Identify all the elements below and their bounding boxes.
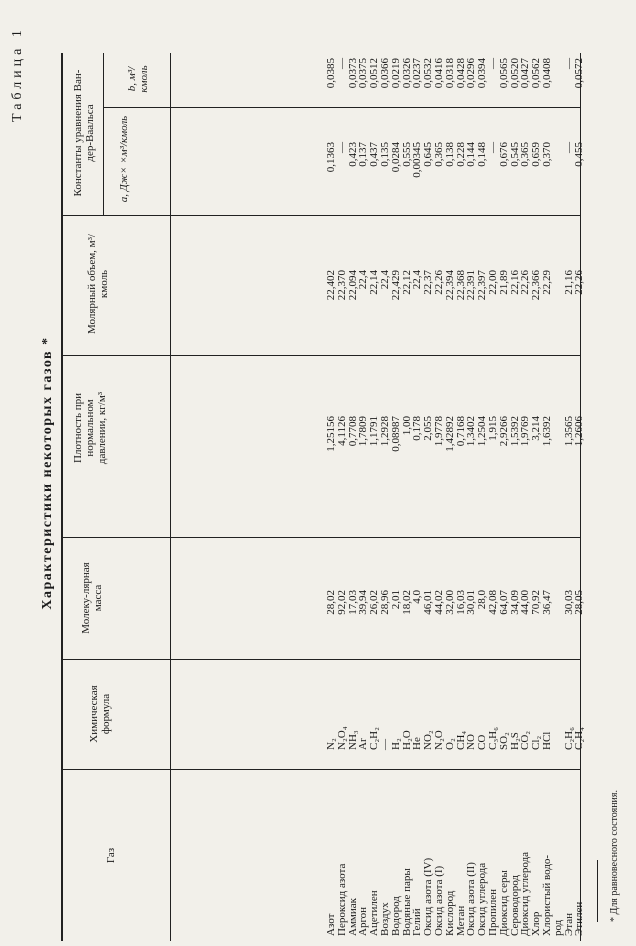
vdw-a-cell: 0,455 [573, 142, 586, 167]
volume-cell: 22,402 [325, 270, 337, 301]
vdw-a-cell: — [335, 142, 348, 153]
gas-cell: Этилен [573, 901, 586, 936]
vdw-b-cell: 0,0520 [508, 58, 521, 89]
gas-cell: Оксид азота (I) [432, 865, 445, 936]
volume-cell: 22,370 [335, 270, 348, 301]
gas-cell: Метан [454, 905, 467, 936]
gas-cell: Воздух [378, 902, 391, 936]
gas-cell: Кислород [443, 890, 456, 936]
header-volume: Молярный объем, м³/кмоль [86, 234, 110, 334]
vdw-b-cell: 0,0416 [432, 58, 445, 89]
formula-cell: H₂O [400, 730, 413, 750]
density-cell: 1,9769 [519, 416, 532, 447]
vdw-b-cell: 0,0427 [519, 58, 532, 89]
vdw-b-cell: 0,0318 [443, 58, 456, 89]
volume-cell: 22,14 [368, 270, 381, 295]
vdw-a-cell: 0,555 [400, 142, 413, 167]
mass-cell: 92,02 [335, 590, 348, 615]
formula-cell: C₂H₂ [368, 727, 381, 750]
vdw-b-cell: 0,0326 [400, 58, 413, 89]
density-cell: 1,25156 [325, 416, 337, 452]
formula-cell: Ar [357, 738, 370, 750]
vdw-b-cell: 0,0375 [357, 58, 370, 89]
gas-cell: Ацетилен [368, 890, 381, 936]
density-cell: 1,2928 [378, 416, 391, 447]
formula-cell: SO₂ [497, 732, 510, 750]
mass-cell: 2,01 [389, 590, 402, 610]
volume-cell: 22,26 [573, 270, 586, 295]
footnote: * Для равновесного состояния. [609, 790, 620, 922]
gas-cell: Водяные пары [400, 868, 413, 936]
density-cell: 1,9778 [432, 416, 445, 447]
vdw-b-cell: 0,0373 [346, 58, 359, 89]
vdw-b-cell: 0,0394 [476, 58, 489, 89]
density-cell: 1,42892 [443, 416, 456, 452]
formula-cell: N₂O₄ [335, 726, 348, 750]
density-cell: 1,3402 [465, 416, 478, 447]
column-rule-3 [61, 537, 580, 538]
vdw-b-cell: 0,0408 [540, 58, 553, 89]
formula-cell: HCl [540, 731, 553, 750]
vdw-a-cell: 0,545 [508, 142, 521, 167]
gas-cell: Пероксид азота [335, 863, 348, 936]
volume-cell: 22,366 [530, 270, 543, 301]
volume-cell: 22,094 [346, 270, 359, 301]
density-cell: 1,6392 [540, 416, 553, 447]
density-cell: 1,2606 [573, 416, 586, 447]
vdw-a-cell [553, 142, 564, 192]
header-mass: Молеку-лярная масса [80, 562, 104, 634]
volume-cell: 22,16 [508, 270, 521, 295]
density-cell: 2,9266 [497, 416, 510, 447]
formula-cell: CO [476, 734, 489, 750]
formula-column [326, 690, 585, 750]
gas-cell: Азот [325, 913, 337, 936]
density-cell: 4,1126 [335, 416, 348, 446]
vdw-b-cell: 0,0532 [422, 58, 435, 89]
mass-cell: 18,02 [400, 590, 413, 615]
gas-cell: Оксид азота (II) [465, 862, 478, 936]
volume-cell: 22,26 [519, 270, 532, 295]
formula-cell: N₂ [325, 738, 337, 750]
formula-cell: — [378, 739, 391, 750]
gas-cell: Сероводород [508, 874, 521, 936]
mass-cell: 16,03 [454, 590, 467, 615]
gas-cell: Пропилен [486, 889, 499, 936]
vdw-b-cell: 0,0296 [465, 58, 478, 89]
mass-cell: 70,92 [530, 590, 543, 615]
header-density: Плотность при нормальном давлении, кг/м³ [72, 391, 108, 465]
mass-cell: 28,02 [325, 590, 337, 615]
vdw-b-cell: 0,0237 [411, 58, 424, 89]
volume-cell: 22,26 [432, 270, 445, 295]
vdw-a-cell: 0,645 [422, 142, 435, 167]
formula-cell: H₂S [508, 732, 521, 750]
header-a: a, Дж× ×м³/кмоль [118, 115, 130, 203]
vdw-a-cell: 0,659 [530, 142, 543, 167]
volume-cell: 22,37 [422, 270, 435, 295]
mass-cell: 4,0 [411, 590, 424, 604]
formula-cell: NO₂ [422, 730, 435, 750]
density-cell: 1,915 [486, 416, 499, 441]
mass-cell: 44,02 [432, 590, 445, 615]
formula-cell: N₂O [432, 730, 445, 750]
vdw-a-cell: 0,423 [346, 142, 359, 167]
gas-cell: Диоксид серы [497, 870, 510, 936]
volume-cell: 22,29 [540, 270, 553, 295]
gas-cell: Аммиак [346, 898, 359, 936]
column-rule-2 [61, 659, 580, 660]
volume-cell: 22,4 [357, 270, 370, 290]
volume-cell [553, 270, 564, 320]
header-gas: Газ [105, 847, 117, 864]
volume-cell: 22,429 [389, 270, 402, 301]
density-cell: 3,214 [530, 416, 543, 441]
column-rule-6 [103, 107, 580, 108]
vdw-a-cell: 0,138 [443, 142, 456, 167]
density-cell: 1,7809 [357, 416, 370, 447]
vdw-a-cell: — [562, 142, 575, 153]
formula-cell: C₃H₆ [486, 727, 499, 750]
vdw-b-cell: 0,0562 [530, 58, 543, 89]
vdw-b-cell: 0,0219 [389, 58, 402, 89]
vdw-b-cell: 0,0366 [378, 58, 391, 89]
mass-cell: 34,09 [508, 590, 521, 615]
density-cell: 0,178 [411, 416, 424, 441]
gas-cell: Аргон [357, 906, 370, 936]
table-title: Характеристики некоторых газов * [40, 336, 55, 610]
vdw-b-cell [553, 58, 564, 98]
volume-cell: 22,397 [476, 270, 489, 301]
header-formula: Химическая формула [88, 685, 112, 743]
density-cell: 0,08987 [389, 416, 402, 452]
volume-cell: 22,4 [411, 270, 424, 290]
mass-cell [553, 590, 564, 646]
gas-cell: Водород [389, 896, 402, 936]
vdw-a-cell: — [486, 142, 499, 153]
formula-cell: H₂ [389, 738, 402, 750]
vdw-a-cell: 0,135 [378, 142, 391, 167]
formula-cell: Cl₂ [530, 735, 543, 750]
gas-cell: Этан [562, 913, 575, 936]
formula-cell: NH₃ [346, 730, 359, 750]
vdw-b-cell: — [486, 58, 499, 69]
gas-cell: род [551, 919, 564, 936]
vdw-b-cell: 0,0565 [497, 58, 510, 89]
table-number: Таблица 1 [10, 26, 25, 122]
density-cell: 0,7708 [346, 416, 359, 447]
density-cell: 1,00 [400, 416, 413, 436]
gas-cell: Оксид углерода [476, 862, 489, 936]
vdw-a-cell: 0,676 [497, 142, 510, 167]
mass-cell: 30,03 [562, 590, 575, 615]
vdw-a-cell: 0,365 [519, 142, 532, 167]
vdw-a-cell: 0,365 [432, 142, 445, 167]
vdw-a-cell: 0,148 [476, 142, 489, 167]
formula-cell: NO [465, 734, 478, 750]
mass-cell: 42,08 [486, 590, 499, 615]
density-cell: 1,2504 [476, 416, 489, 447]
mass-cell: 36,47 [540, 590, 553, 615]
mass-cell: 46,01 [422, 590, 435, 615]
density-cell: 1,1791 [368, 416, 381, 447]
mass-cell: 44,00 [519, 590, 532, 615]
mass-cell: 28,0 [476, 590, 489, 610]
mass-cell: 28,05 [573, 590, 586, 615]
formula-cell: C₂H₄ [573, 727, 586, 750]
mass-cell: 30,01 [465, 590, 478, 615]
mass-cell: 17,03 [346, 590, 359, 615]
vdw-b-cell: — [335, 58, 348, 69]
gas-cell: Хлор [530, 911, 543, 936]
volume-cell: 21,89 [497, 270, 510, 295]
header-vdw: Константы уравнения Ван-дер-Ваальса [72, 69, 96, 197]
gas-name-column [326, 770, 585, 936]
density-cell: 1,5392 [508, 416, 521, 447]
vdw-b-cell: — [562, 58, 575, 69]
vdw-b-cell: 0,0428 [454, 58, 467, 89]
header-rule [170, 53, 171, 941]
formula-cell: He [411, 737, 424, 750]
vdw-b-cell: 0,0512 [368, 58, 381, 89]
density-cell [553, 416, 564, 476]
density-cell: 1,3565 [562, 416, 575, 447]
formula-cell: CH₄ [454, 730, 467, 750]
molecular-mass-column [326, 590, 585, 646]
gas-cell: Хлористый водо- [540, 854, 553, 936]
vdw-b-column [326, 58, 585, 98]
volume-cell: 22,00 [486, 270, 499, 295]
mass-cell: 28,96 [378, 590, 391, 615]
volume-cell: 22,4 [378, 270, 391, 290]
molar-volume-column [326, 270, 585, 320]
mass-cell: 26,02 [368, 590, 381, 615]
subheader-rule [103, 53, 104, 216]
volume-cell: 22,394 [443, 270, 456, 301]
header-b: b, м³/кмоль [126, 65, 150, 93]
vdw-b-cell: 0,0385 [325, 58, 337, 89]
vdw-a-cell: 0,0284 [389, 142, 402, 173]
volume-cell: 22,368 [454, 270, 467, 301]
mass-cell: 39,94 [357, 590, 370, 615]
mass-cell: 32,00 [443, 590, 456, 615]
vdw-a-cell: 0,370 [540, 142, 553, 167]
vdw-a-cell: 0,437 [368, 142, 381, 167]
volume-cell: 22,391 [465, 270, 478, 301]
column-rule-5 [61, 215, 580, 216]
vdw-a-cell: 0,1363 [325, 142, 337, 173]
gas-cell: Диоксид углерода [519, 851, 532, 936]
top-rule [61, 53, 63, 941]
vdw-a-cell: 0,144 [465, 142, 478, 167]
formula-cell: O₂ [443, 738, 456, 750]
vdw-b-cell: 0,0572 [573, 58, 586, 89]
vdw-a-cell: 0,00345 [411, 142, 424, 178]
vdw-a-column [326, 142, 585, 192]
vdw-a-cell: 0,228 [454, 142, 467, 167]
density-cell: 2,055 [422, 416, 435, 441]
formula-cell [553, 690, 564, 750]
density-cell: 0,7168 [454, 416, 467, 447]
gas-cell: Оксид азота (IV) [422, 857, 435, 936]
column-rule-4 [61, 355, 580, 356]
volume-cell: 21,16 [562, 270, 575, 295]
gas-cell: Гелий [411, 908, 424, 936]
formula-cell: CO₂ [519, 730, 532, 750]
density-column [326, 416, 585, 476]
volume-cell: 22,12 [400, 270, 413, 295]
footnote-rule [597, 860, 598, 922]
mass-cell: 64,07 [497, 590, 510, 615]
vdw-a-cell: 0,137 [357, 142, 370, 167]
formula-cell: C₂H₆ [562, 727, 575, 750]
